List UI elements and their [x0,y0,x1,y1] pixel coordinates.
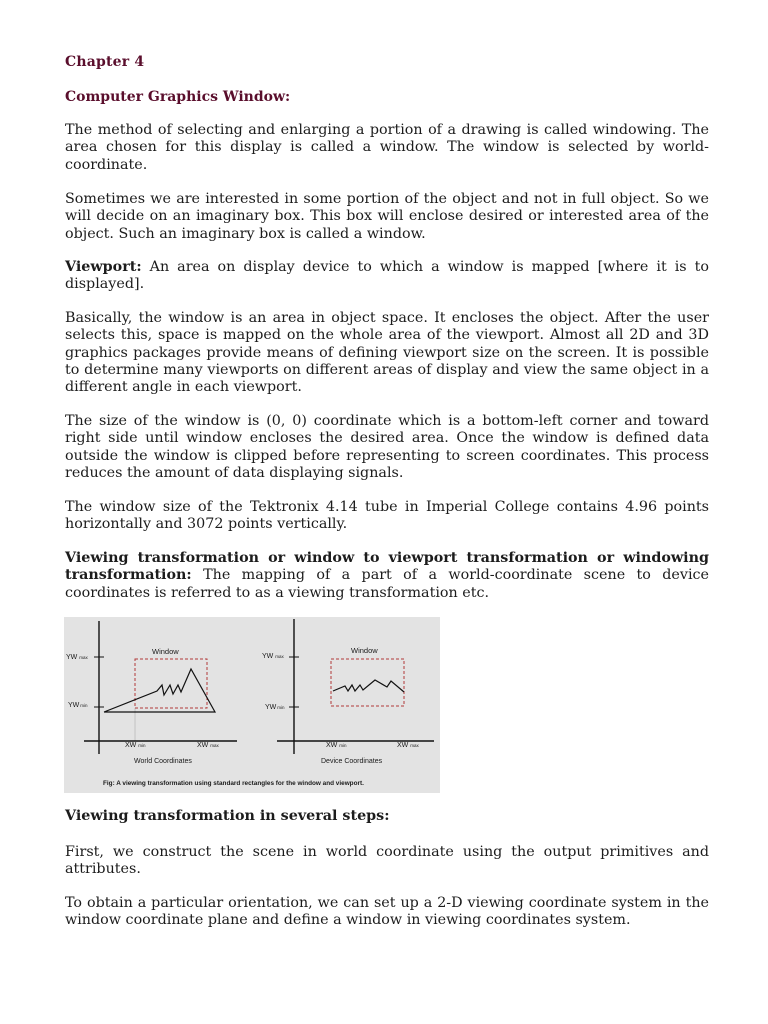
world-xwmin-label: XW min [125,742,146,749]
world-xwmax-label: XW max [197,742,219,749]
world-window-rect [135,659,207,708]
figure-diagram [64,617,440,793]
device-ywmin-label: YWmin [265,704,285,711]
device-coordinates-caption: Device Coordinates [321,758,383,765]
paragraph-windowing: The method of selecting and enlarging a portion of a drawing is called windowing. The area chosen for this display is called a window. The window is selected by world-coordinate. [65,122,709,173]
paragraph-viewing-transformation [65,550,709,602]
device-window-label: Window [351,646,378,655]
paragraph-construct-scene: First, we construct the scene in world coordinate using the output primitives and attributes. [65,844,709,878]
world-object-shape [104,669,215,712]
world-ywmin-label: YWmin [68,702,88,709]
viewing-transformation-figure [64,617,440,793]
section-title: Computer Graphics Window: [65,89,291,105]
viewing-transformation-definition: The mapping of a part of a world-coordinate scene to device coordinates is referred to as a viewing transformation etc. [65,567,709,601]
paragraph-imaginary-box: Sometimes we are interested in some portion of the object and not in full object. So we will decide on an imaginary box. This box will enclose desired or interested area of the object. Such an imaginary box is called a window. [65,191,709,242]
world-ywmax-label: YW max [66,654,88,661]
subheading-steps: Viewing transformation in several steps: [65,808,390,824]
world-coordinates-caption: World Coordinates [134,758,192,765]
paragraph-tektronix: The window size of the Tektronix 4.14 tube in Imperial College contains 4.96 points horizontally and 3072 points vertically. [65,499,709,533]
world-coordinates-diagram [66,621,237,765]
device-coordinates-diagram [262,619,434,765]
chapter-heading: Chapter 4 [65,54,145,70]
device-object-shape [333,680,404,692]
world-window-label: Window [152,647,179,656]
paragraph-window-size: The size of the window is (0, 0) coordinate which is a bottom-left corner and toward right side until window encloses the desired area. Once the window is defined data outside the window is clipped before representing to screen coordinates. This process reduces the amount of data displaying signals. [65,413,709,481]
paragraph-orientation: To obtain a particular orientation, we can set up a 2-D viewing coordinate system in the window coordinate plane and define a window in viewing coordinates system. [65,895,709,929]
figure-caption: Fig: A viewing transformation using standard rectangles for the window and viewport. [103,780,364,787]
viewport-definition: An area on display device to which a window is mapped [where it is to displayed]. [65,259,709,293]
device-xwmax-label: XW max [397,742,419,749]
device-xwmin-label: XW min [326,742,347,749]
paragraph-object-space: Basically, the window is an area in object space. It encloses the object. After the user selects this, space is mapped on the whole area of the viewport. Almost all 2D and 3D graphics packages provide means of defining viewport size on the screen. It is possible to determine many viewports on different areas of display and view the same object in a different angle in each viewport. [65,310,709,396]
paragraph-viewport [65,259,709,294]
viewing-transformation-term: Viewing transformation or window to viewport transformation or windowing transformation: [65,550,709,584]
viewport-term: Viewport: [65,259,142,275]
device-ywmax-label: YW max [262,653,284,660]
